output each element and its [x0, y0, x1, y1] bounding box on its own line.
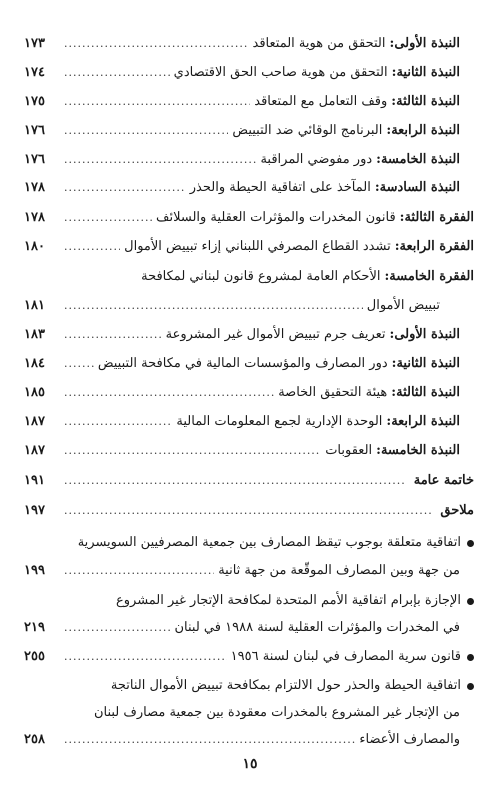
bullet-icon [467, 683, 474, 690]
dot-leader [64, 324, 162, 346]
appendix-line: من جهة وبين المصارف الموقّعة من جهة ثانية [218, 563, 460, 578]
dot-leader [64, 33, 249, 55]
appendix-page: ٢٥٨ [24, 732, 45, 747]
entry-text: التحقق من هوية صاحب الحق الاقتصادي [173, 65, 388, 80]
toc-entry [24, 62, 460, 84]
entry-label: النبذة الثالثة: [391, 385, 460, 400]
dot-leader [64, 500, 432, 522]
entry-page: ١٨٠ [24, 239, 45, 254]
appendix-item [24, 590, 474, 612]
entry-label: النبذة الخامسة: [376, 443, 460, 458]
dot-leader [64, 91, 250, 113]
entry-text: البرنامج الوقائي ضد التبييض [232, 123, 383, 138]
dot-leader [64, 729, 355, 751]
entry-text: قانون المخدرات والمؤثرات العقلية والسلائف [156, 210, 396, 225]
entry-label: النبذة الثانية: [391, 65, 460, 80]
toc-entry [24, 470, 474, 492]
dot-leader [64, 295, 363, 317]
toc-entry [24, 324, 460, 346]
entry-text: دور المصارف والمؤسسات المالية في مكافحة التبييض [97, 356, 388, 371]
appendix-page: ١٩٩ [24, 563, 45, 578]
toc-entry [24, 236, 474, 258]
dot-leader [64, 207, 152, 229]
appendix-item [24, 646, 474, 668]
entry-page: ١٨١ [24, 298, 45, 313]
entry-label: النبذة الأولى: [389, 327, 460, 342]
entry-label: الفقرة الخامسة: [384, 269, 474, 284]
entry-label: النبذة الثالثة: [391, 94, 460, 109]
entry-page: ١٨٣ [24, 327, 45, 342]
toc-entry [24, 207, 474, 229]
page-number: ١٥ [242, 756, 258, 772]
entry-page: ١٩١ [24, 473, 45, 488]
toc-entry [24, 120, 460, 142]
toc-entry [24, 149, 460, 171]
dot-leader [64, 440, 321, 462]
toc-entry [24, 353, 460, 375]
dot-leader [64, 120, 228, 142]
toc-entry [24, 33, 460, 55]
bullet-icon [467, 654, 474, 661]
entry-label: الفقرة الرابعة: [394, 239, 474, 254]
entry-page: ١٩٧ [24, 503, 45, 518]
appendix-page: ٢١٩ [24, 620, 45, 635]
entry-text: دور مفوضي المراقبة [260, 152, 373, 167]
toc-entry [24, 266, 474, 288]
entry-page: ١٧٨ [24, 180, 45, 195]
appendix-line: الإجازة بإبرام اتفاقية الأمم المتحدة لمكافحة الإتجار غير المشروع [115, 593, 461, 608]
dot-leader [64, 62, 170, 84]
toc-entry [24, 440, 460, 462]
appendix-item-continued [24, 729, 460, 751]
dot-leader [64, 353, 94, 375]
entry-text: المآخذ على اتفاقية الحيطة والحذر [189, 180, 371, 195]
entry-page: ١٧٤ [24, 65, 45, 80]
appendix-item-continued [24, 560, 460, 582]
entry-text: تعريف جرم تبييض الأموال غير المشروعة [165, 327, 386, 342]
appendix-line: في المخدرات والمؤثرات العقلية لسنة ١٩٨٨ في لبنان [174, 620, 460, 635]
entry-label: النبذة الأولى: [389, 36, 460, 51]
entry-page: ١٨٤ [24, 356, 45, 371]
bullet-icon [467, 540, 474, 547]
appendix-item [24, 532, 474, 554]
entry-text: هيئة التحقيق الخاصة [278, 385, 388, 400]
toc-entry-continued [24, 295, 440, 317]
entry-text: التحقق من هوية المتعاقد [252, 36, 386, 51]
appendix-line: من الإتجار غير المشروع بالمخدرات معقودة بين جمعية مصارف لبنان [93, 705, 460, 720]
toc-entry [24, 177, 460, 199]
entry-label: النبذة الرابعة: [386, 123, 460, 138]
appendix-line: اتفاقية الحيطة والحذر حول الالتزام بمكافحة تبييض الأموال الناتجة [110, 678, 461, 693]
entry-page: ١٧٨ [24, 210, 45, 225]
entry-label: ملاحق [440, 503, 474, 518]
entry-page: ١٧٥ [24, 94, 45, 109]
appendix-page: ٢٥٥ [24, 649, 45, 664]
dot-leader [64, 411, 172, 433]
entry-text: تبييض الأموال [366, 298, 440, 313]
toc-entry [24, 91, 460, 113]
entry-label: خاتمة عامة [413, 473, 474, 488]
entry-text: الوحدة الإدارية لجمع المعلومات المالية [176, 414, 383, 429]
entry-page: ١٨٧ [24, 443, 45, 458]
entry-text: العقوبات [325, 443, 373, 458]
bullet-icon [467, 598, 474, 605]
appendix-line: والمصارف الأعضاء [359, 732, 460, 747]
dot-leader [64, 149, 256, 171]
toc-entry [24, 382, 460, 404]
entry-text: الأحكام العامة لمشروع قانون لبناني لمكافحة [141, 269, 381, 284]
entry-label: النبذة الرابعة: [386, 414, 460, 429]
dot-leader [64, 177, 186, 199]
dot-leader [64, 646, 227, 668]
entry-page: ١٨٧ [24, 414, 45, 429]
entry-page: ١٧٦ [24, 152, 45, 167]
appendix-line: اتفاقية متعلقة بوجوب تيقظ المصارف بين جمعية المصرفيين السويسرية [77, 535, 461, 550]
entry-label: النبذة الخامسة: [376, 152, 460, 167]
entry-page: ١٧٦ [24, 123, 45, 138]
toc-entry [24, 411, 460, 433]
entry-page: ١٨٥ [24, 385, 45, 400]
entry-label: النبذة السادسة: [374, 180, 460, 195]
entry-text: وقف التعامل مع المتعاقد [254, 94, 388, 109]
entry-label: الفقرة الثالثة: [399, 210, 474, 225]
entry-text: تشدد القطاع المصرفي اللبناني إزاء تبييض الأموال [124, 239, 391, 254]
dot-leader [64, 560, 214, 582]
entry-label: النبذة الثانية: [391, 356, 460, 371]
dot-leader [64, 236, 120, 258]
appendix-item [24, 675, 474, 697]
dot-leader [64, 382, 274, 404]
dot-leader [64, 470, 406, 492]
appendix-item-continued [24, 617, 460, 639]
toc-entry [24, 500, 474, 522]
appendix-item-continued [24, 702, 460, 724]
entry-page: ١٧٣ [24, 36, 45, 51]
dot-leader [64, 617, 170, 639]
appendix-line: قانون سرية المصارف في لبنان لسنة ١٩٥٦ [230, 649, 461, 664]
